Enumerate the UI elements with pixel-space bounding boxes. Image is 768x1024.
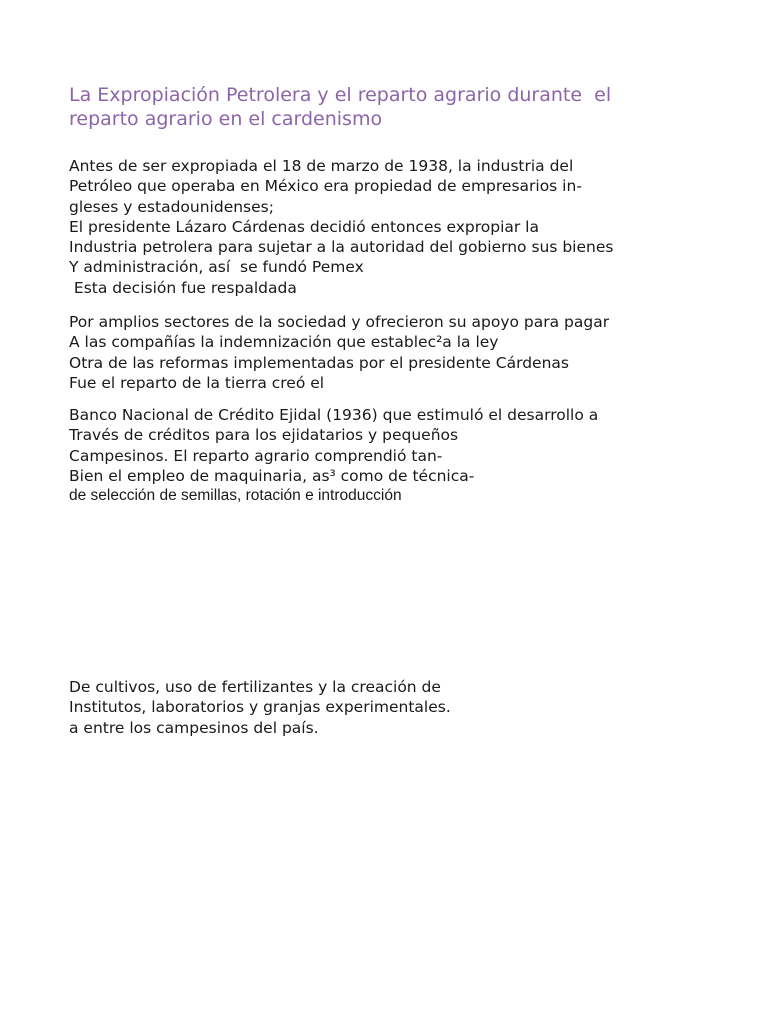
- title-line: reparto agrario en el cardenismo: [69, 108, 383, 130]
- text-line: Través de créditos para los ejidatarios y pequeños: [69, 426, 459, 445]
- text-line: de selección de semillas, rotación e introducción: [69, 487, 402, 505]
- document-title: [69, 83, 729, 131]
- text-line: Otra de las reformas implementadas por el presidente Cárdenas: [69, 353, 569, 372]
- paragraph-2: [69, 312, 609, 393]
- text-line: gleses y estadounidenses;: [69, 197, 274, 216]
- paragraph-3: [69, 405, 598, 506]
- text-line: De cultivos, uso de fertilizantes y la creación de: [69, 678, 441, 696]
- title-line: La Expropiación Petrolera y el reparto agrario durante el: [69, 84, 612, 106]
- text-line: A las compañías la indemnización que establec²a la ley: [69, 333, 499, 352]
- text-line: Esta decisión fue respaldada: [69, 278, 297, 297]
- text-line: Bien el empleo de maquinaria, as³ como de técnica-: [69, 466, 475, 485]
- text-line: Institutos, laboratorios y granjas experimentales.: [69, 698, 451, 717]
- paragraph-4: [69, 677, 451, 738]
- text-line: Y administración, así se fundó Pemex: [69, 258, 364, 277]
- text-line: Fue el reparto de la tierra creó el: [69, 373, 325, 392]
- text-line: Banco Nacional de Crédito Ejidal (1936) que estimuló el desarrollo a: [69, 406, 599, 424]
- text-line: Campesinos. El reparto agrario comprendió tan-: [69, 446, 443, 465]
- text-line: Petróleo que operaba en México era propiedad de empresarios in-: [69, 177, 582, 196]
- text-line: Industria petrolera para sujetar a la autoridad del gobierno sus bienes: [69, 238, 614, 257]
- text-line: Por amplios sectores de la sociedad y ofrecieron su apoyo para pagar: [69, 313, 610, 331]
- text-line: a entre los campesinos del país.: [69, 718, 319, 737]
- text-line: El presidente Lázaro Cárdenas decidió entonces expropiar la: [69, 217, 539, 236]
- paragraph-1: [69, 156, 613, 298]
- text-line: Antes de ser expropiada el 18 de marzo de 1938, la industria del: [69, 157, 574, 175]
